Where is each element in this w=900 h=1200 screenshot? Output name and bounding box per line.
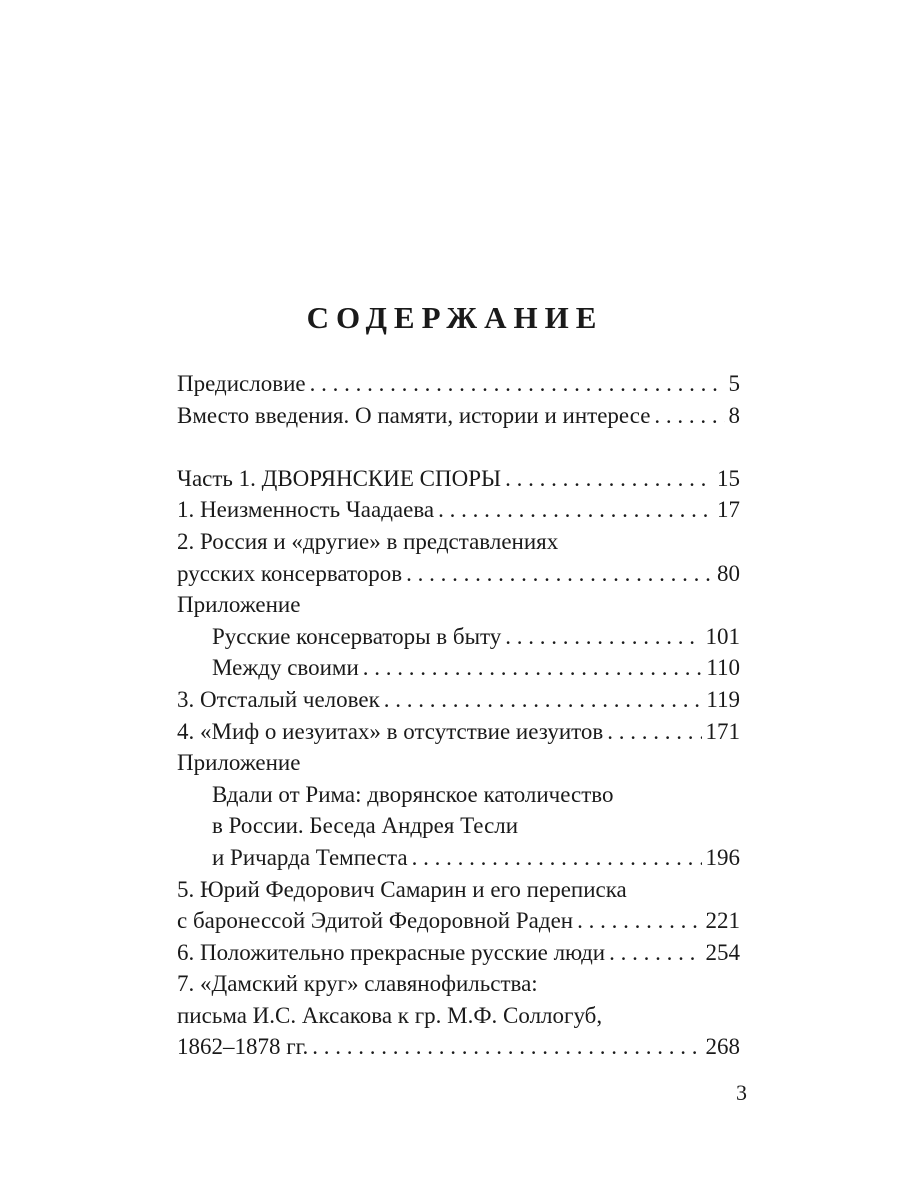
toc-entry-label: с баронессой Эдитой Федоровной Раден [177, 908, 574, 934]
dot-leader [438, 494, 713, 526]
dot-leader [384, 684, 703, 716]
toc-entry-page: 254 [705, 939, 740, 965]
toc-entry-chapter-5-line-1: 5. Юрий Федорович Самарин и его переписка [177, 876, 627, 902]
toc-entry-chapter-2-line-1: 2. Россия и «другие» в представлениях [177, 528, 559, 554]
toc-entry-page: 110 [706, 655, 740, 681]
toc-entry-chapter-7-line-2: письма И.С. Аксакова к гр. М.Ф. Соллогуб, [177, 1002, 603, 1028]
toc-entry-page: 196 [705, 844, 740, 870]
toc-entry-page: 221 [705, 908, 740, 934]
toc-entry-label: 1. Неизменность Чаадаева [177, 497, 435, 523]
toc-entry-chapter-1 [177, 494, 740, 526]
dot-leader [609, 937, 701, 969]
page-title: СОДЕРЖАНИЕ [306, 300, 604, 335]
toc-entry-label: 6. Положительно прекрасные русские люди [177, 939, 606, 965]
toc-entry-label: Русские консерваторы в быту [212, 623, 502, 649]
toc-entry-chapter-7-line-1: 7. «Дамский круг» славянофильства: [177, 971, 538, 997]
toc-entry-appendix-between-own [177, 652, 740, 684]
toc-entry-label: Между своими [212, 655, 359, 681]
toc-entry-page: 5 [728, 371, 740, 396]
toc-entry-chapter-5 [177, 905, 740, 937]
toc-appendix-heading: Приложение [177, 750, 301, 776]
dot-leader [577, 905, 701, 937]
toc-entry-chapter-6 [177, 937, 740, 969]
dot-leader [363, 652, 703, 684]
toc-entry-page: 171 [705, 718, 740, 744]
toc-entry-chapter-7 [177, 1031, 740, 1063]
toc-entry-page: 80 [717, 560, 740, 586]
dot-leader [310, 368, 725, 400]
toc-entry-appendix-rome-line-2: в России. Беседа Андрея Тесли [212, 813, 519, 839]
toc-entry-page: 119 [706, 686, 740, 712]
toc-entry-page: 15 [717, 465, 740, 491]
toc-entry-label: 1862–1878 гг. [177, 1034, 309, 1060]
toc-entry-label: Предисловие [177, 371, 306, 396]
toc-entry-introduction [177, 400, 740, 432]
dot-leader [406, 558, 713, 590]
toc-entry-appendix-rome-line-1: Вдали от Рима: дворянское католичество [212, 781, 614, 807]
toc-entry-appendix-rome [177, 842, 740, 874]
toc-entry-page: 268 [705, 1034, 740, 1060]
toc-appendix-heading: Приложение [177, 592, 301, 618]
dot-leader [312, 1031, 701, 1063]
toc-entry-page: 101 [705, 623, 740, 649]
toc-entry-label: русских консерваторов [177, 560, 403, 586]
toc-entry-chapter-4 [177, 716, 740, 748]
dot-leader [505, 463, 713, 495]
dot-leader [607, 716, 701, 748]
toc-entry-chapter-3 [177, 684, 740, 716]
dot-leader [654, 400, 724, 432]
toc-entry-preface [177, 368, 740, 400]
toc-entry-page: 8 [728, 402, 740, 428]
table-of-contents [177, 368, 740, 1063]
toc-entry-label: и Ричарда Темпеста [212, 844, 408, 870]
dot-leader [505, 621, 701, 653]
toc-entry-label: 3. Отсталый человек [177, 686, 380, 712]
page-number: 3 [736, 1080, 747, 1105]
toc-entry-part-1 [177, 463, 740, 495]
toc-entry-label: Вместо введения. О памяти, истории и интересе [177, 402, 651, 428]
toc-entry-label: 4. «Миф о иезуитах» в отсутствие иезуитов [177, 718, 604, 744]
toc-entry-appendix-conservatives [177, 621, 740, 653]
toc-entry-page: 17 [717, 497, 740, 523]
toc-entry-label: Часть 1. ДВОРЯНСКИЕ СПОРЫ [177, 465, 502, 491]
dot-leader [412, 842, 702, 874]
toc-entry-chapter-2 [177, 558, 740, 590]
